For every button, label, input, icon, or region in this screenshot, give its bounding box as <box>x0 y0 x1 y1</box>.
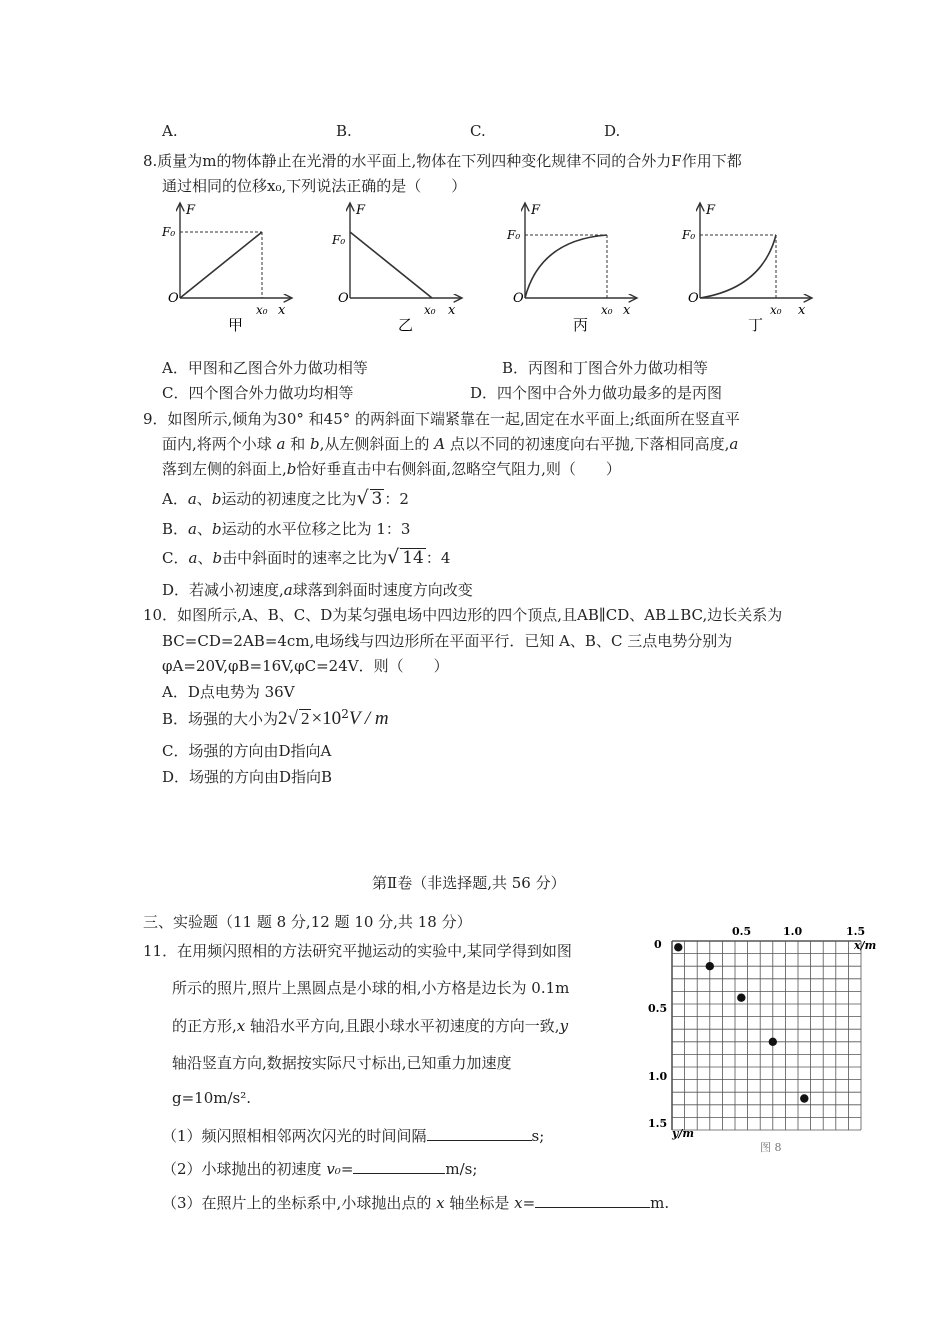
q8-stem-line1: 8.质量为m的物体静止在光滑的水平面上,物体在下列四种变化规律不同的合外力F作用下都 <box>143 152 742 170</box>
graph-jia <box>161 203 292 334</box>
x-tick-label: 1.5 <box>846 925 866 938</box>
q8-option-d: D．四个图中合外力做功最多的是丙图 <box>470 384 723 402</box>
axis-y-label: F <box>356 203 366 218</box>
q11-sub3: （3）在照片上的坐标系中,小球抛出点的 x 轴坐标是 x= m. <box>162 1194 670 1212</box>
ball-image-point <box>800 1094 808 1102</box>
ball-image-point <box>674 943 682 951</box>
x-tick-label: 1.0 <box>783 925 803 938</box>
grid-points <box>674 943 808 1103</box>
q10-stem-line3: φA=20V,φB=16V,φC=24V．则（ ） <box>162 657 449 675</box>
origin-label: O <box>168 291 179 306</box>
part2-title: 第Ⅱ卷（非选择题,共 56 分） <box>372 874 566 892</box>
q8-option-c: C．四个图合外力做功均相等 <box>162 384 354 402</box>
q8-option-a: A．甲图和乙图合外力做功相等 <box>162 359 368 377</box>
axis-y-label: F <box>531 203 541 218</box>
origin-label: O <box>513 291 524 306</box>
graph-caption: 丁 <box>748 316 764 334</box>
q11-line3: 的正方形,x 轴沿水平方向,且跟小球水平初速度的方向一致,y <box>172 1017 569 1035</box>
origin-label: O <box>338 291 349 306</box>
axis-x-label: x <box>448 303 456 318</box>
axis-y-label: F <box>706 203 716 218</box>
q9-option-c: C．a、b击中斜面时的速率之比为√ 14 ：4 <box>162 546 451 568</box>
ball-image-point <box>706 962 714 970</box>
xmax-label: x₀ <box>424 303 436 317</box>
graph-ding <box>681 203 812 334</box>
q9-stem-line2: 面内,将两个小球 a 和 b,从左侧斜面上的 A 点以不同的初速度向右平抛,下落相同高度,a <box>162 435 739 453</box>
ball-image-point <box>769 1038 777 1046</box>
q10-option-c: C．场强的方向由D指向A <box>162 742 332 760</box>
answer-blank-3[interactable] <box>535 1193 650 1208</box>
q8-stem-line2: 通过相同的位移x₀,下列说法正确的是（ ） <box>162 177 467 195</box>
figure-caption: 图 8 <box>760 1141 782 1154</box>
q11-line2: 所示的照片,照片上黑圆点是小球的相,小方格是边长为 0.1m <box>172 979 570 997</box>
grid-lines <box>672 941 861 1130</box>
q7-option-d: D. <box>604 122 621 140</box>
axis-x-label: x <box>798 303 806 318</box>
q9-stem-line1: 9．如图所示,倾角为30° 和45° 的两斜面下端紧靠在一起,固定在水平面上;纸面所在竖直平 <box>143 410 740 428</box>
axis-x-label: x <box>623 303 631 318</box>
axis-y-label: F <box>186 203 196 218</box>
xmax-label: x₀ <box>256 303 268 317</box>
fmax-label: F₀ <box>162 225 176 239</box>
xmax-label: x₀ <box>770 303 782 317</box>
q11-grid-figure <box>640 915 890 1155</box>
section3-title: 三、实验题（11 题 8 分,12 题 10 分,共 18 分） <box>143 913 472 931</box>
y-tick-label: 0 <box>654 938 662 951</box>
graph-yi <box>331 203 462 334</box>
fmax-label: F₀ <box>332 233 346 247</box>
q11-line4: 轴沿竖直方向,数据按实际尺寸标出,已知重力加速度 <box>172 1054 512 1072</box>
answer-blank-2[interactable] <box>353 1159 445 1174</box>
q9-option-a: A．a、b运动的初速度之比为√ 3 ：2 <box>162 487 409 509</box>
x-tick-label: 0.5 <box>732 925 752 938</box>
x-axis-label: x/m <box>854 939 877 952</box>
sqrt-radicand: 14 <box>402 548 424 568</box>
q10-stem-line2: BC=CD=2AB=4cm,电场线与四边形所在平面平行．已知 A、B、C 三点电势分别为 <box>162 632 733 650</box>
answer-blank-1[interactable] <box>427 1126 532 1141</box>
q8-graphs <box>150 198 830 343</box>
axis-x-label: x <box>278 303 286 318</box>
ball-image-point <box>737 994 745 1002</box>
q8-option-b: B．丙图和丁图合外力做功相等 <box>502 359 709 377</box>
q11-sub1: （1）频闪照相相邻两次闪光的时间间隔 s; <box>162 1127 545 1145</box>
graph-bing <box>506 203 637 334</box>
fmax-label: F₀ <box>507 228 521 242</box>
y-tick-label: 0.5 <box>648 1002 668 1015</box>
q10-stem-line1: 10．如图所示,A、B、C、D为某匀强电场中四边形的四个顶点,且AB∥CD、AB⊥BC,边长关系为 <box>143 606 783 624</box>
y-tick-label: 1.5 <box>648 1117 668 1130</box>
q7-option-c: C. <box>470 122 486 140</box>
q10-option-b: B．场强的大小为2√ $2 \times 10^2V / m$ <box>162 707 389 729</box>
q10-option-a: A．D点电势为 36V <box>162 683 295 701</box>
q11-line5: g=10m/s². <box>172 1089 252 1107</box>
sqrt-radicand: 3 <box>371 489 383 509</box>
y-axis-label: y/m <box>672 1127 695 1140</box>
origin-label: O <box>688 291 699 306</box>
graph-caption: 乙 <box>398 316 414 334</box>
graph-caption: 丙 <box>573 316 589 334</box>
q9-option-d: D．若减小初速度,a球落到斜面时速度方向改变 <box>162 581 473 599</box>
q7-option-a: A. <box>162 122 178 140</box>
q9-option-b: B．a、b运动的水平位移之比为 1：3 <box>162 520 411 538</box>
xmax-label: x₀ <box>601 303 613 317</box>
graph-caption: 甲 <box>228 316 244 334</box>
q11-line1: 11．在用频闪照相的方法研究平抛运动的实验中,某同学得到如图 <box>143 942 572 960</box>
y-tick-label: 1.0 <box>648 1070 668 1083</box>
q10-option-d: D．场强的方向由D指向B <box>162 768 333 786</box>
fmax-label: F₀ <box>682 228 696 242</box>
q9-stem-line3: 落到左侧的斜面上,b恰好垂直击中右侧斜面,忽略空气阻力,则（ ） <box>162 460 621 478</box>
q7-option-b: B. <box>336 122 352 140</box>
q11-sub2: （2）小球抛出的初速度 v₀= m/s; <box>162 1160 478 1178</box>
